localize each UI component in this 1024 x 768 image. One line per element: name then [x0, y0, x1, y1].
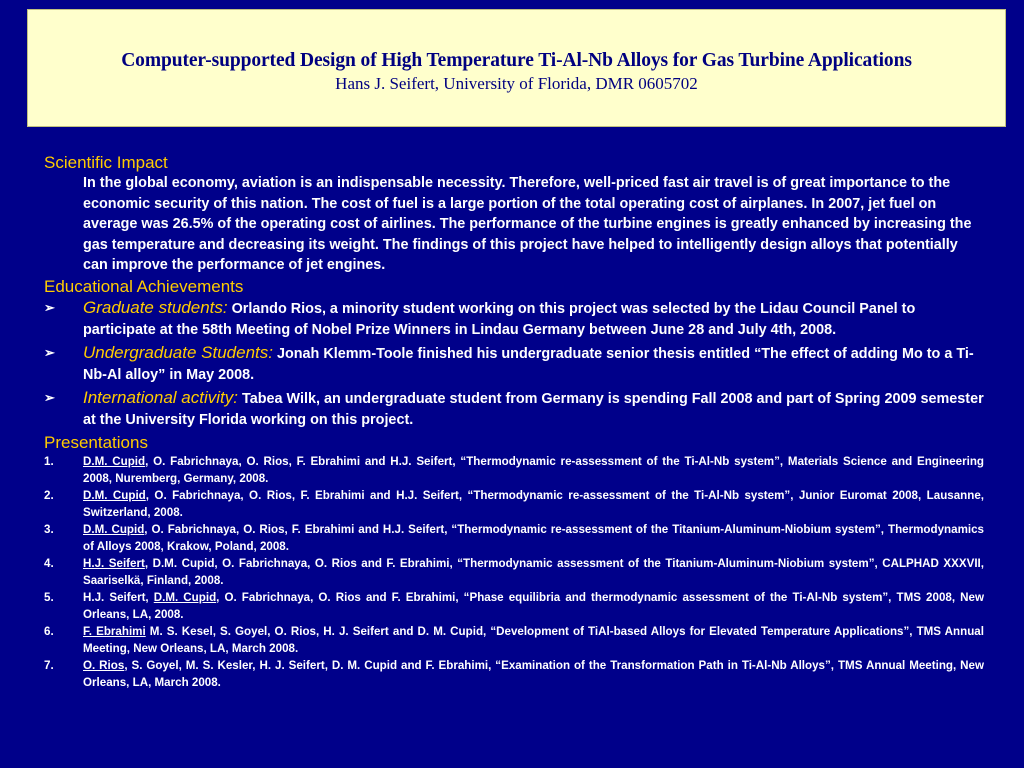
bullet-lead: International activity: [83, 387, 238, 407]
bullet-text: Orlando Rios, a minority student working on this project was selected by the Lidau Council Panel to participate at the 58th Meeting of Nobel Prize Winners in Lindau Germany between June 28 and July 4th, 2008. [83, 300, 916, 338]
item-citation: , S. Goyel, M. S. Kesler, H. J. Seifert, D. M. Cupid and F. Ebrahimi, “Examination of the Transformation Path in Ti-Al-Nb Alloys”, TMS Annual Meeting, New Orleans, LA, March 2008. [83, 658, 984, 689]
presenter-name: D.M. Cupid [153, 590, 217, 604]
presentation-item [44, 487, 984, 521]
item-citation: , O. Fabrichnaya, O. Rios and F. Ebrahimi, “Phase equilibria and thermodynamic assessment of the Ti-Al-Nb system”, TMS 2008, New Orleans, LA, 2008. [83, 590, 984, 621]
page-subtitle: Hans J. Seifert, University of Florida, DMR 0605702 [335, 74, 698, 93]
presentation-item [44, 623, 984, 657]
item-number: 1. [44, 454, 54, 468]
scientific-impact-heading: Scientific Impact [44, 153, 168, 172]
page-title: Computer-supported Design of High Temperature Ti-Al-Nb Alloys for Gas Turbine Applications [121, 50, 912, 71]
arrow-bullet-icon: ➢ [44, 299, 55, 315]
item-number: 6. [44, 624, 54, 638]
presentations-heading: Presentations [44, 432, 148, 452]
item-number: 2. [44, 488, 54, 502]
presenter-name: H.J. Seifert [83, 556, 145, 570]
arrow-bullet-icon: ➢ [44, 344, 55, 360]
presenter-name: O. Rios [83, 658, 125, 672]
scientific-impact-text: In the global economy, aviation is an indispensable necessity. Therefore, well-priced fast air travel is of great importance to the economic security of this nation. The cost of fuel is a large portion of the total operating cost of airplanes. In 2007, jet fuel on average was 26.5% of the operating cost of airlines. The performance of the turbine engines is greatly enhanced by increasing the gas temperature and decreasing its weight. The findings of this project have helped to intelligently design alloys that potentially can improve the performance of jet engines. [83, 175, 972, 273]
presenter-name: D.M. Cupid [83, 488, 146, 502]
item-number: 5. [44, 590, 54, 604]
arrow-bullet-icon: ➢ [44, 389, 55, 405]
item-citation: , D.M. Cupid, O. Fabrichnaya, O. Rios and F. Ebrahimi, “Thermodynamic assessment of the Titanium-Aluminum-Niobium system”, CALPHAD XXXVII, Saariselkä, Finland, 2008. [83, 556, 984, 587]
item-number: 4. [44, 556, 54, 570]
list-item [44, 297, 984, 342]
item-citation: , O. Fabrichnaya, O. Rios, F. Ebrahimi and H.J. Seifert, “Thermodynamic re-assessment of the Titanium-Aluminum-Niobium system”, Thermodynamics of Alloys 2008, Krakow, Poland, 2008. [83, 522, 984, 553]
main-content [44, 152, 984, 691]
presentation-item [44, 453, 984, 487]
item-number: 7. [44, 658, 54, 672]
item-citation: , O. Fabrichnaya, O. Rios, F. Ebrahimi and H.J. Seifert, “Thermodynamic re-assessment of the Ti-Al-Nb system”, Junior Euromat 2008, Lausanne, Switzerland, 2008. [83, 488, 984, 519]
presentation-item [44, 555, 984, 589]
item-number: 3. [44, 522, 54, 536]
presentation-item [44, 657, 984, 691]
presenter-name: D.M. Cupid [83, 454, 146, 468]
bullet-lead: Undergraduate Students: [83, 342, 273, 362]
bullet-text: Tabea Wilk, an undergraduate student from Germany is spending Fall 2008 and part of Spring 2009 semester at the University Florida working on this project. [83, 390, 984, 428]
bullet-text: Jonah Klemm-Toole finished his undergraduate senior thesis entitled “The effect of adding Mo to a Ti-Nb-Al alloy” in May 2008. [83, 345, 974, 383]
presentation-item [44, 589, 984, 623]
list-item [44, 387, 984, 432]
educational-heading: Educational Achievements [44, 276, 244, 296]
item-citation: , O. Fabrichnaya, O. Rios, F. Ebrahimi and H.J. Seifert, “Thermodynamic re-assessment of the Ti-Al-Nb system”, Materials Science and Engineering 2008, Nuremberg, Germany, 2008. [83, 454, 984, 485]
list-item [44, 342, 984, 387]
title-banner [27, 9, 1006, 127]
item-citation: M. S. Kesel, S. Goyel, O. Rios, H. J. Seifert and D. M. Cupid, “Development of TiAl-based Alloys for Elevated Temperature Applications”, TMS Annual Meeting, New Orleans, LA, March 2008. [83, 624, 984, 655]
presenter-name: D.M. Cupid [83, 522, 145, 536]
bullet-lead: Graduate students: [83, 297, 228, 317]
presenter-name: F. Ebrahimi [83, 624, 146, 638]
item-prefix: H.J. Seifert, [83, 590, 154, 604]
presentation-item [44, 521, 984, 555]
